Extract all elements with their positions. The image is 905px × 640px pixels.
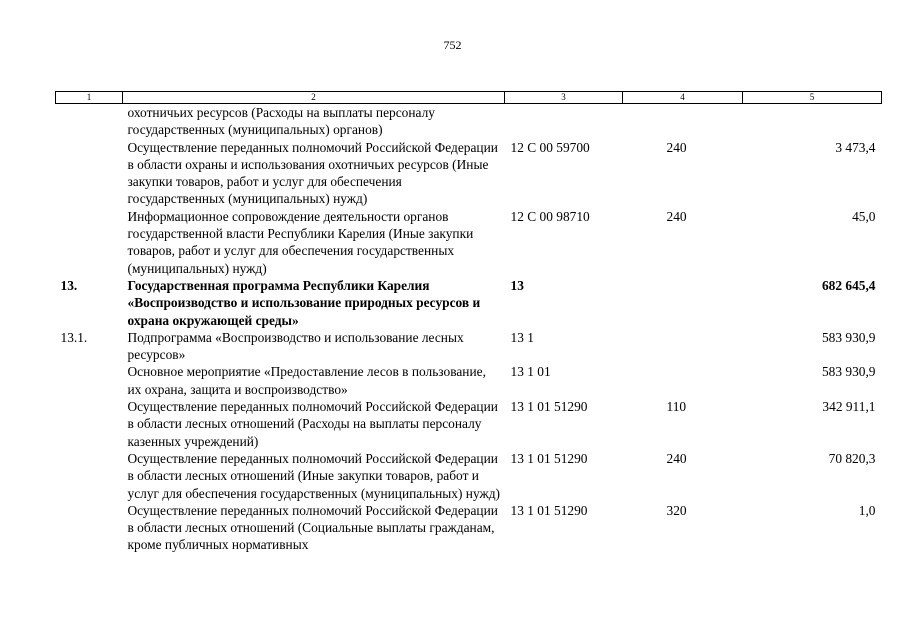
table-row [56,208,882,277]
row-number [56,139,123,208]
row-amount: 3 473,4 [835,139,876,155]
row-expense-type: 240 [666,139,687,155]
row-amount: 70 820,3 [828,450,876,466]
header-col-4: 4 [623,92,743,104]
row-description: Осуществление переданных полномочий Российской Федерации в области лесных отношений (Расходы на выплаты персоналу казенных учреждений) [127,399,498,449]
page-number: 752 [443,38,462,52]
row-amount: 45,0 [852,208,876,224]
table-header [56,92,882,104]
row-expense-type: 110 [666,399,687,415]
row-expense-type [623,329,743,364]
table-row [56,450,882,502]
table-row [56,502,882,554]
row-number: 13. [60,277,78,293]
row-amount: 583 930,9 [821,364,876,380]
row-amount: 1,0 [858,502,876,518]
row-expense-type: 320 [666,502,687,518]
row-expense-type [623,104,743,139]
row-number [56,502,123,554]
row-budget-code: 13 1 [510,329,534,345]
row-number [56,208,123,277]
row-description: Государственная программа Республики Карелия «Воспроизводство и использование природных ресурсов и охрана окружающей среды» [127,277,481,328]
row-description: Основное мероприятие «Предоставление лесов в пользование, их охрана, защита и воспроизводство» [127,364,486,397]
row-description: Информационное сопровождение деятельности органов государственной власти Республики Карелия (Иные закупки товаров, работ и услуг для обеспечения государственных (муниципальных) нужд) [127,208,474,276]
row-description: Осуществление переданных полномочий Российской Федерации в области лесных отношений (Иные закупки товаров, работ и услуг для обеспечения государственных (муниципальных) нужд) [127,450,500,501]
row-number [56,363,123,398]
row-expense-type: 240 [666,208,687,224]
row-description: Осуществление переданных полномочий Российской Федерации в области охраны и использования охотничьих ресурсов (Иные закупки товаров, работ и услуг для обеспечения государственных (муниципальных) нужд) [127,139,498,207]
row-amount: 583 930,9 [821,329,876,345]
row-description: охотничьих ресурсов (Расходы на выплаты персоналу государственных (муниципальных) органов) [127,105,435,138]
row-budget-code: 13 1 01 51290 [510,399,588,415]
row-number [56,104,123,139]
row-number [56,450,123,502]
table-row [56,363,882,398]
row-budget-code: 13 1 01 [510,364,551,380]
budget-table [55,91,882,554]
table-row [56,398,882,450]
row-budget-code: 12 С 00 59700 [510,139,590,155]
row-amount: 682 645,4 [821,277,876,293]
row-expense-type [623,277,743,329]
table-body [56,104,882,554]
row-expense-type [623,363,743,398]
table-row [56,329,882,364]
row-amount: 342 911,1 [822,399,876,415]
table-row [56,277,882,329]
header-row [56,92,882,104]
row-budget-code: 12 С 00 98710 [510,208,590,224]
row-description: Подпрограмма «Воспроизводство и использование лесных ресурсов» [127,329,464,363]
row-budget-code [505,104,623,139]
row-budget-code: 13 [510,277,524,293]
header-col-2: 2 [123,92,505,104]
row-expense-type: 240 [666,450,687,466]
row-budget-code: 13 1 01 51290 [510,502,588,518]
row-number [56,398,123,450]
table-row [56,139,882,208]
header-col-1: 1 [56,92,123,104]
header-col-5: 5 [743,92,882,104]
row-budget-code: 13 1 01 51290 [510,450,588,466]
row-description: Осуществление переданных полномочий Российской Федерации в области лесных отношений (Социальные выплаты гражданам, кроме публичных нормативных [127,502,498,553]
table-row [56,104,882,139]
row-amount [743,104,882,139]
row-number: 13.1. [60,329,88,345]
header-col-3: 3 [505,92,623,104]
